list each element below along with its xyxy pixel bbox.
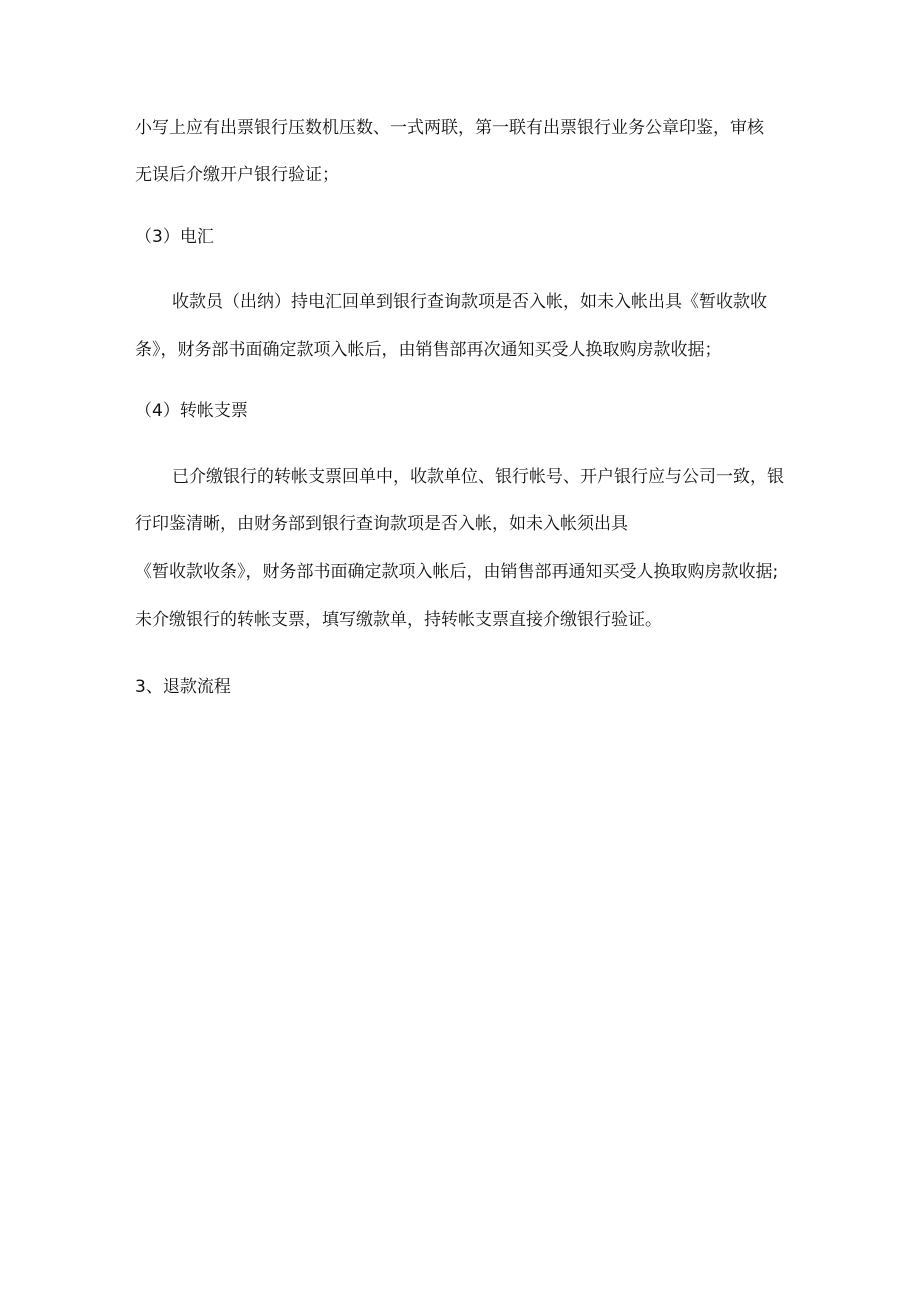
paragraph-line: 无误后介缴开户银行验证； (135, 165, 339, 185)
paragraph-line: 已介缴银行的转帐支票回单中，收款单位、银行帐号、开户银行应与公司一致，银 (172, 467, 784, 487)
section-heading-wire-transfer: （3）电汇 (135, 227, 214, 247)
paragraph-line: 条》，财务部书面确定款项入帐后，由销售部再次通知买受人换取购房款收据； (135, 340, 722, 360)
paragraph-line: 行印鉴清晰，由财务部到银行查询款项是否入帐，如未入帐须出具 (135, 514, 628, 534)
section-heading-transfer-check: （4）转帐支票 (135, 401, 248, 421)
paragraph-line: 收款员（出纳）持电汇回单到银行查询款项是否入帐，如未入帐出具《暂收款收 (172, 292, 767, 312)
paragraph-line: 未介缴银行的转帐支票，填写缴款单，持转帐支票直接介缴银行验证。 (135, 610, 662, 630)
paragraph-line: 《暂收款收条》，财务部书面确定款项入帐后，由销售部再通知买受人换取购房款收据; (135, 562, 779, 582)
paragraph-line: 小写上应有出票银行压数机压数、一式两联，第一联有出票银行业务公章印鉴，审核 (135, 118, 764, 138)
section-heading-refund-process: 3、退款流程 (135, 677, 231, 697)
